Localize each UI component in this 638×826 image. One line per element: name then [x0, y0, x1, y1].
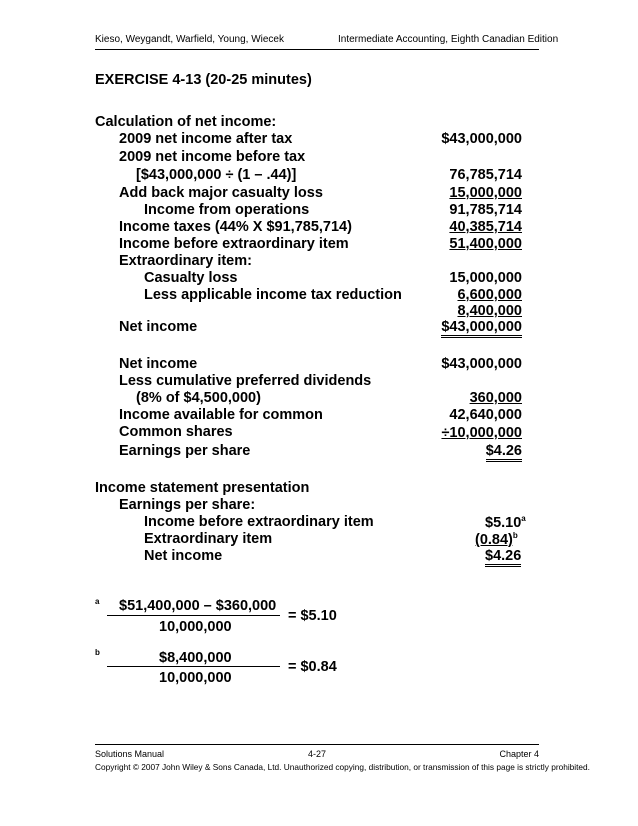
footer-copyright: Copyright © 2007 John Wiley & Sons Canada, Ltd. Unauthorized copying, distribution, or transmission of this page is strictly prohibited. [95, 762, 590, 772]
header-left: Kieso, Weygandt, Warfield, Young, Wiecek [95, 34, 284, 45]
eps-row-value: $4.26 [486, 443, 522, 462]
footer-page-number: 4-27 [308, 749, 327, 759]
footnote-b-denominator: 10,000,000 [159, 670, 232, 686]
footnote-b-marker: b [95, 648, 100, 657]
footnote-a-marker: a [95, 597, 100, 606]
calc-row-value: 91,785,714 [449, 202, 522, 218]
header-right: Intermediate Accounting, Eighth Canadian Edition [338, 34, 559, 45]
calc-row-value: 8,400,000 [457, 303, 522, 319]
footnote-a-denominator: 10,000,000 [159, 619, 232, 635]
footnote-b-numerator: $8,400,000 [159, 650, 232, 666]
presentation-row-label: Income before extraordinary item [144, 514, 374, 530]
footnote-a-numerator: $51,400,000 – $360,000 [119, 598, 277, 614]
presentation-subheading: Earnings per share: [119, 497, 256, 513]
eps-row-label: Less cumulative preferred dividends [119, 373, 372, 389]
calc-row-value: 76,785,714 [449, 167, 522, 183]
eps-row-value: ÷10,000,000 [441, 425, 522, 441]
calc-row-value: 15,000,000 [449, 270, 522, 286]
footnote-marker: b [512, 531, 518, 540]
footer-left: Solutions Manual [95, 749, 165, 759]
calc-row-value: 6,600,000 [457, 287, 522, 303]
footnote-marker: a [521, 514, 526, 523]
calc-row-label: 2009 net income before tax [119, 149, 306, 165]
calc-row-label: [$43,000,000 ÷ (1 – .44)] [136, 167, 297, 183]
calc-row-label: Add back major casualty loss [119, 185, 323, 201]
fraction-line [107, 666, 280, 667]
calc-row-label: Extraordinary item: [119, 253, 252, 269]
calc-row-value: $43,000,000 [441, 319, 522, 338]
calc-row-value: 15,000,000 [449, 185, 522, 201]
presentation-row-value: $5.10 [485, 514, 522, 531]
eps-row-value: $43,000,000 [441, 356, 522, 372]
eps-row-label: Common shares [119, 424, 233, 440]
calc-row-label: 2009 net income after tax [119, 131, 293, 147]
calc-row-label: Income taxes (44% X $91,785,714) [119, 219, 352, 235]
calc-row-label: Net income [119, 319, 198, 335]
eps-row-value: 360,000 [469, 390, 522, 406]
footnote-b-result: = $0.84 [288, 659, 337, 675]
calc-row-label: Less applicable income tax reduction [144, 287, 402, 303]
calc-row-label: Income from operations [144, 202, 310, 218]
eps-row-label: (8% of $4,500,000) [136, 390, 261, 406]
calc-heading: Calculation of net income: [95, 114, 277, 130]
presentation-row-value: (0.84) [475, 531, 513, 548]
header-rule [95, 49, 539, 50]
calc-row-value: 51,400,000 [449, 236, 522, 252]
calc-row-label: Casualty loss [144, 270, 238, 286]
eps-row-label: Earnings per share [119, 443, 251, 459]
eps-row-label: Net income [119, 356, 198, 372]
footer-rule [95, 744, 539, 745]
eps-row-label: Income available for common [119, 407, 323, 423]
presentation-row-label: Net income [144, 548, 223, 564]
calc-row-label: Income before extraordinary item [119, 236, 349, 252]
presentation-row-label: Extraordinary item [144, 531, 273, 547]
fraction-line [107, 615, 280, 616]
footnote-a-result: = $5.10 [288, 608, 337, 624]
eps-row-value: 42,640,000 [449, 407, 522, 423]
exercise-title: EXERCISE 4-13 (20-25 minutes) [95, 72, 312, 88]
presentation-row-value: $4.26 [485, 548, 521, 567]
footer-right: Chapter 4 [499, 749, 539, 759]
calc-row-value: $43,000,000 [441, 131, 522, 147]
calc-row-value: 40,385,714 [449, 219, 522, 235]
presentation-heading: Income statement presentation [95, 480, 310, 496]
